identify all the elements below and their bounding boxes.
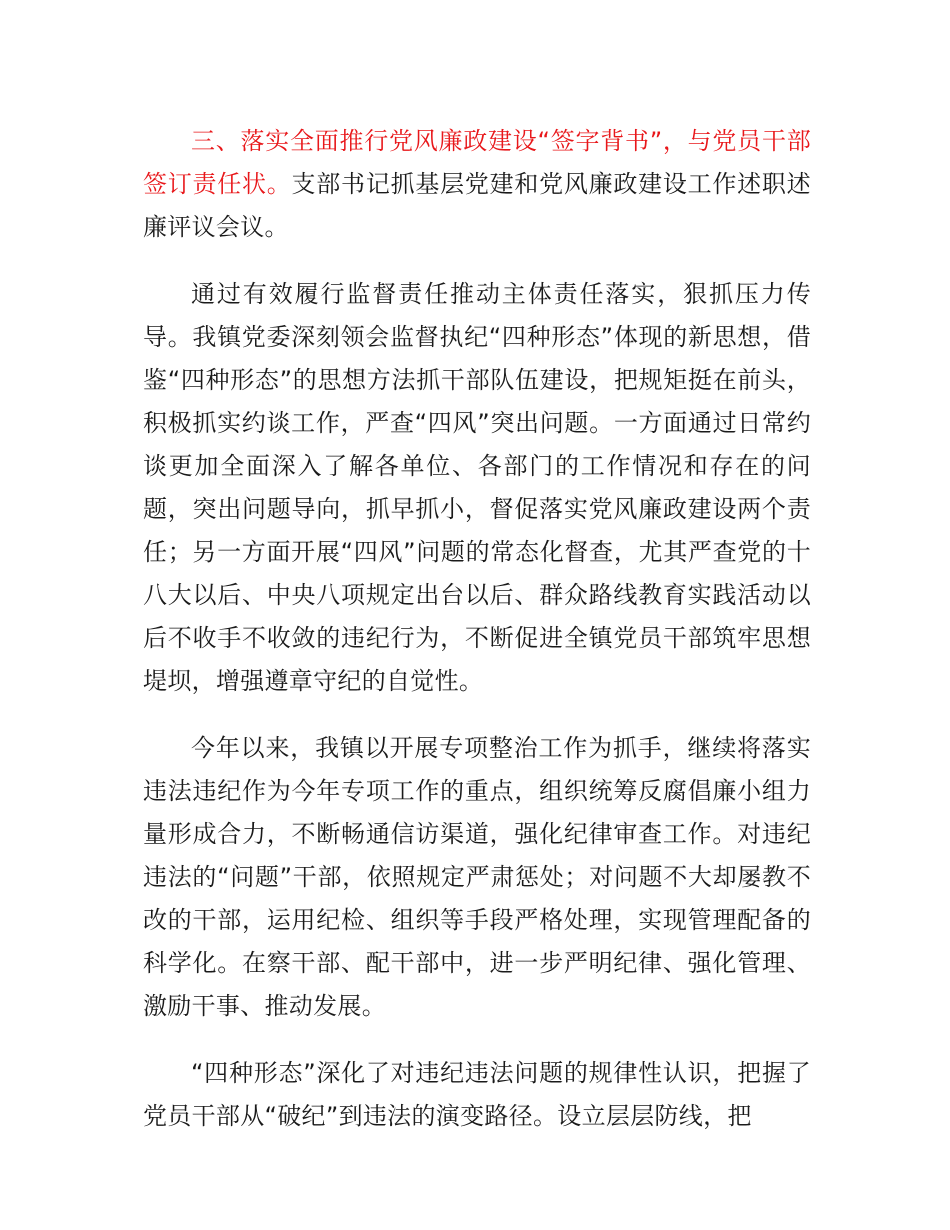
document-body — [143, 120, 811, 1162]
paragraph-2: 通过有效履行监督责任推动主体责任落实，狠抓压力传导。我镇党委深刻领会监督执纪“四种形态”体现的新思想，借鉴“四种形态”的思想方法抓干部队伍建设，把规矩挺在前头，积极抓实约谈工作，严查“四风”突出问题。一方面通过日常约谈更加全面深入了解各单位、各部门的工作情况和存在的问题，突出问题导向，抓早抓小，督促落实党风廉政建设两个责任；另一方面开展“四风”问题的常态化督查，尤其严查党的十八大以后、中央八项规定出台以后、群众路线教育实践活动以后不收手不收敛的违纪行为，不断促进全镇党员干部筑牢思想堤坝，增强遵章守纪的自觉性。 — [143, 280, 811, 695]
paragraph-4: “四种形态”深化了对违纪违法问题的规律性认识，把握了党员干部从“破纪”到违法的演变路径。设立层层防线，把 — [143, 1059, 811, 1130]
paragraph-1 — [143, 120, 811, 249]
paragraph-1-text: 支部书记抓基层党建和党风廉政建设工作述职述廉评议会议。 — [143, 170, 811, 241]
paragraph-3: 今年以来，我镇以开展专项整治工作为抓手，继续将落实违法违纪作为今年专项工作的重点，组织统筹反腐倡廉小组力量形成合力，不断畅通信访渠道，强化纪律审查工作。对违纪违法的“问题”干部，依照规定严肃惩处；对问题不大却屡教不改的干部，运用纪检、组织等手段严格处理，实现管理配备的科学化。在察干部、配干部中，进一步严明纪律、强化管理、激励干事、推动发展。 — [143, 734, 811, 1020]
section-heading: 三、落实全面推行党风廉政建设“签字背书”，与党员干部签订责任状。 — [143, 127, 811, 198]
